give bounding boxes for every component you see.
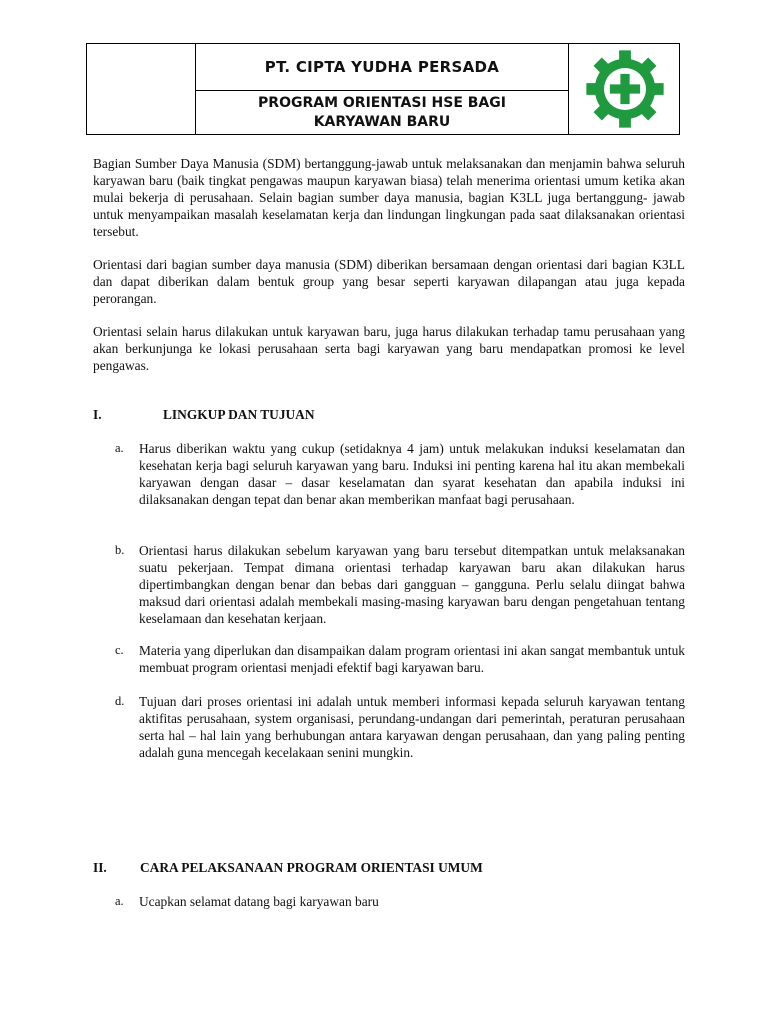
- list-item-marker: a.: [115, 894, 124, 908]
- list-item-text: Harus diberikan waktu yang cukup (setidaknya 4 jam) untuk melakukan induksi keselamatan dan kesehatan kerja bagi seluruh karyawan yang baru. Induksi ini penting karena hal itu akan membekali karyawan dengan dasar – dasar keselamatan dan syarat kesehatan dan apabila induksi ini dilaksanakan dengan tepat dan benar akan memberikan manfaat bagi perusahaan.: [139, 441, 685, 507]
- header-empty-cell: [87, 44, 196, 134]
- program-title: [196, 91, 568, 134]
- list-item-text: Ucapkan selamat datang bagi karyawan baru: [139, 894, 379, 909]
- list-item-marker: a.: [115, 441, 124, 455]
- section-1-title: LINGKUP DAN TUJUAN: [163, 407, 315, 422]
- list-item-text: Tujuan dari proses orientasi ini adalah untuk memberi informasi kepada seluruh karyawan tentang aktifitas perusahaan, system organisasi, perundang-undangan dari pemerintah, peraturan perusahaan serta hal – hal lain yang berhubungan antara karyawan dengan perusahaan, dan yang paling penting adalah guna mencegah kecelakaan senini mungkin.: [139, 694, 685, 760]
- intro-paragraph-1: Bagian Sumber Daya Manusia (SDM) bertanggung-jawab untuk melaksanakan dan menjamin bahwa seluruh karyawan baru (baik tingkat pengawas maupun karyawan biasa) telah menerima orientasi umum ketika akan mulai bekerja di perusahaan. Selain bagian sumber daya manusia, bagian K3LL juga bertanggung- jawab untuk menyampaikan masalah keselamatan kerja dan lindungan lingkungan pada saat dilaksanakan orientasi tersebut.: [93, 156, 685, 239]
- list-item-marker: b.: [115, 543, 125, 557]
- list-item-text: Orientasi harus dilakukan sebelum karyawan yang baru tersebut ditempatkan untuk melaksanakan suatu pekerjaan. Tempat dimana orientasi terhadap karyawan baru akan dilakukan harus dipertimbangkan dengan benar dan bebas dari gangguan – gangguna. Perlu selalu diingat bahwa maksud dari orientasi adalah membekali masing-masing karyawan baru dengan pengetahuan tentang keselamaan dan kesehatan kerjaan.: [139, 543, 685, 626]
- intro-paragraph-2: Orientasi dari bagian sumber daya manusia (SDM) diberikan bersamaan dengan orientasi dari bagian K3LL dan dapat diberikan dalam bentuk group yang besar seperti karyawan dilapangan atau juga kepada perorangan.: [93, 257, 685, 306]
- header-table: [86, 43, 680, 135]
- company-name: PT. CIPTA YUDHA PERSADA: [196, 44, 568, 91]
- logo-cell: [568, 44, 680, 134]
- section-2-title: CARA PELAKSANAAN PROGRAM ORIENTASI UMUM: [140, 860, 483, 875]
- section-2-number: II.: [93, 860, 107, 875]
- program-title-text: PROGRAM ORIENTASI HSE BAGI KARYAWAN BARU: [258, 94, 506, 130]
- list-item-marker: d.: [115, 694, 125, 708]
- list-item-text: Materia yang diperlukan dan disampaikan dalam program orientasi ini akan sangat membantuk untuk membuat program orientasi menjadi efektif bagi karyawan baru.: [139, 643, 685, 675]
- intro-paragraph-3: Orientasi selain harus dilakukan untuk karyawan baru, juga harus dilakukan terhadap tamu perusahaan yang akan berkunjunga ke lokasi perusahaan serta bagi karyawan yang baru mendapatkan promosi ke level pengawas.: [93, 324, 685, 373]
- safety-gear-cross-icon: [577, 47, 673, 131]
- list-item-marker: c.: [115, 643, 124, 657]
- section-1-number: I.: [93, 407, 102, 422]
